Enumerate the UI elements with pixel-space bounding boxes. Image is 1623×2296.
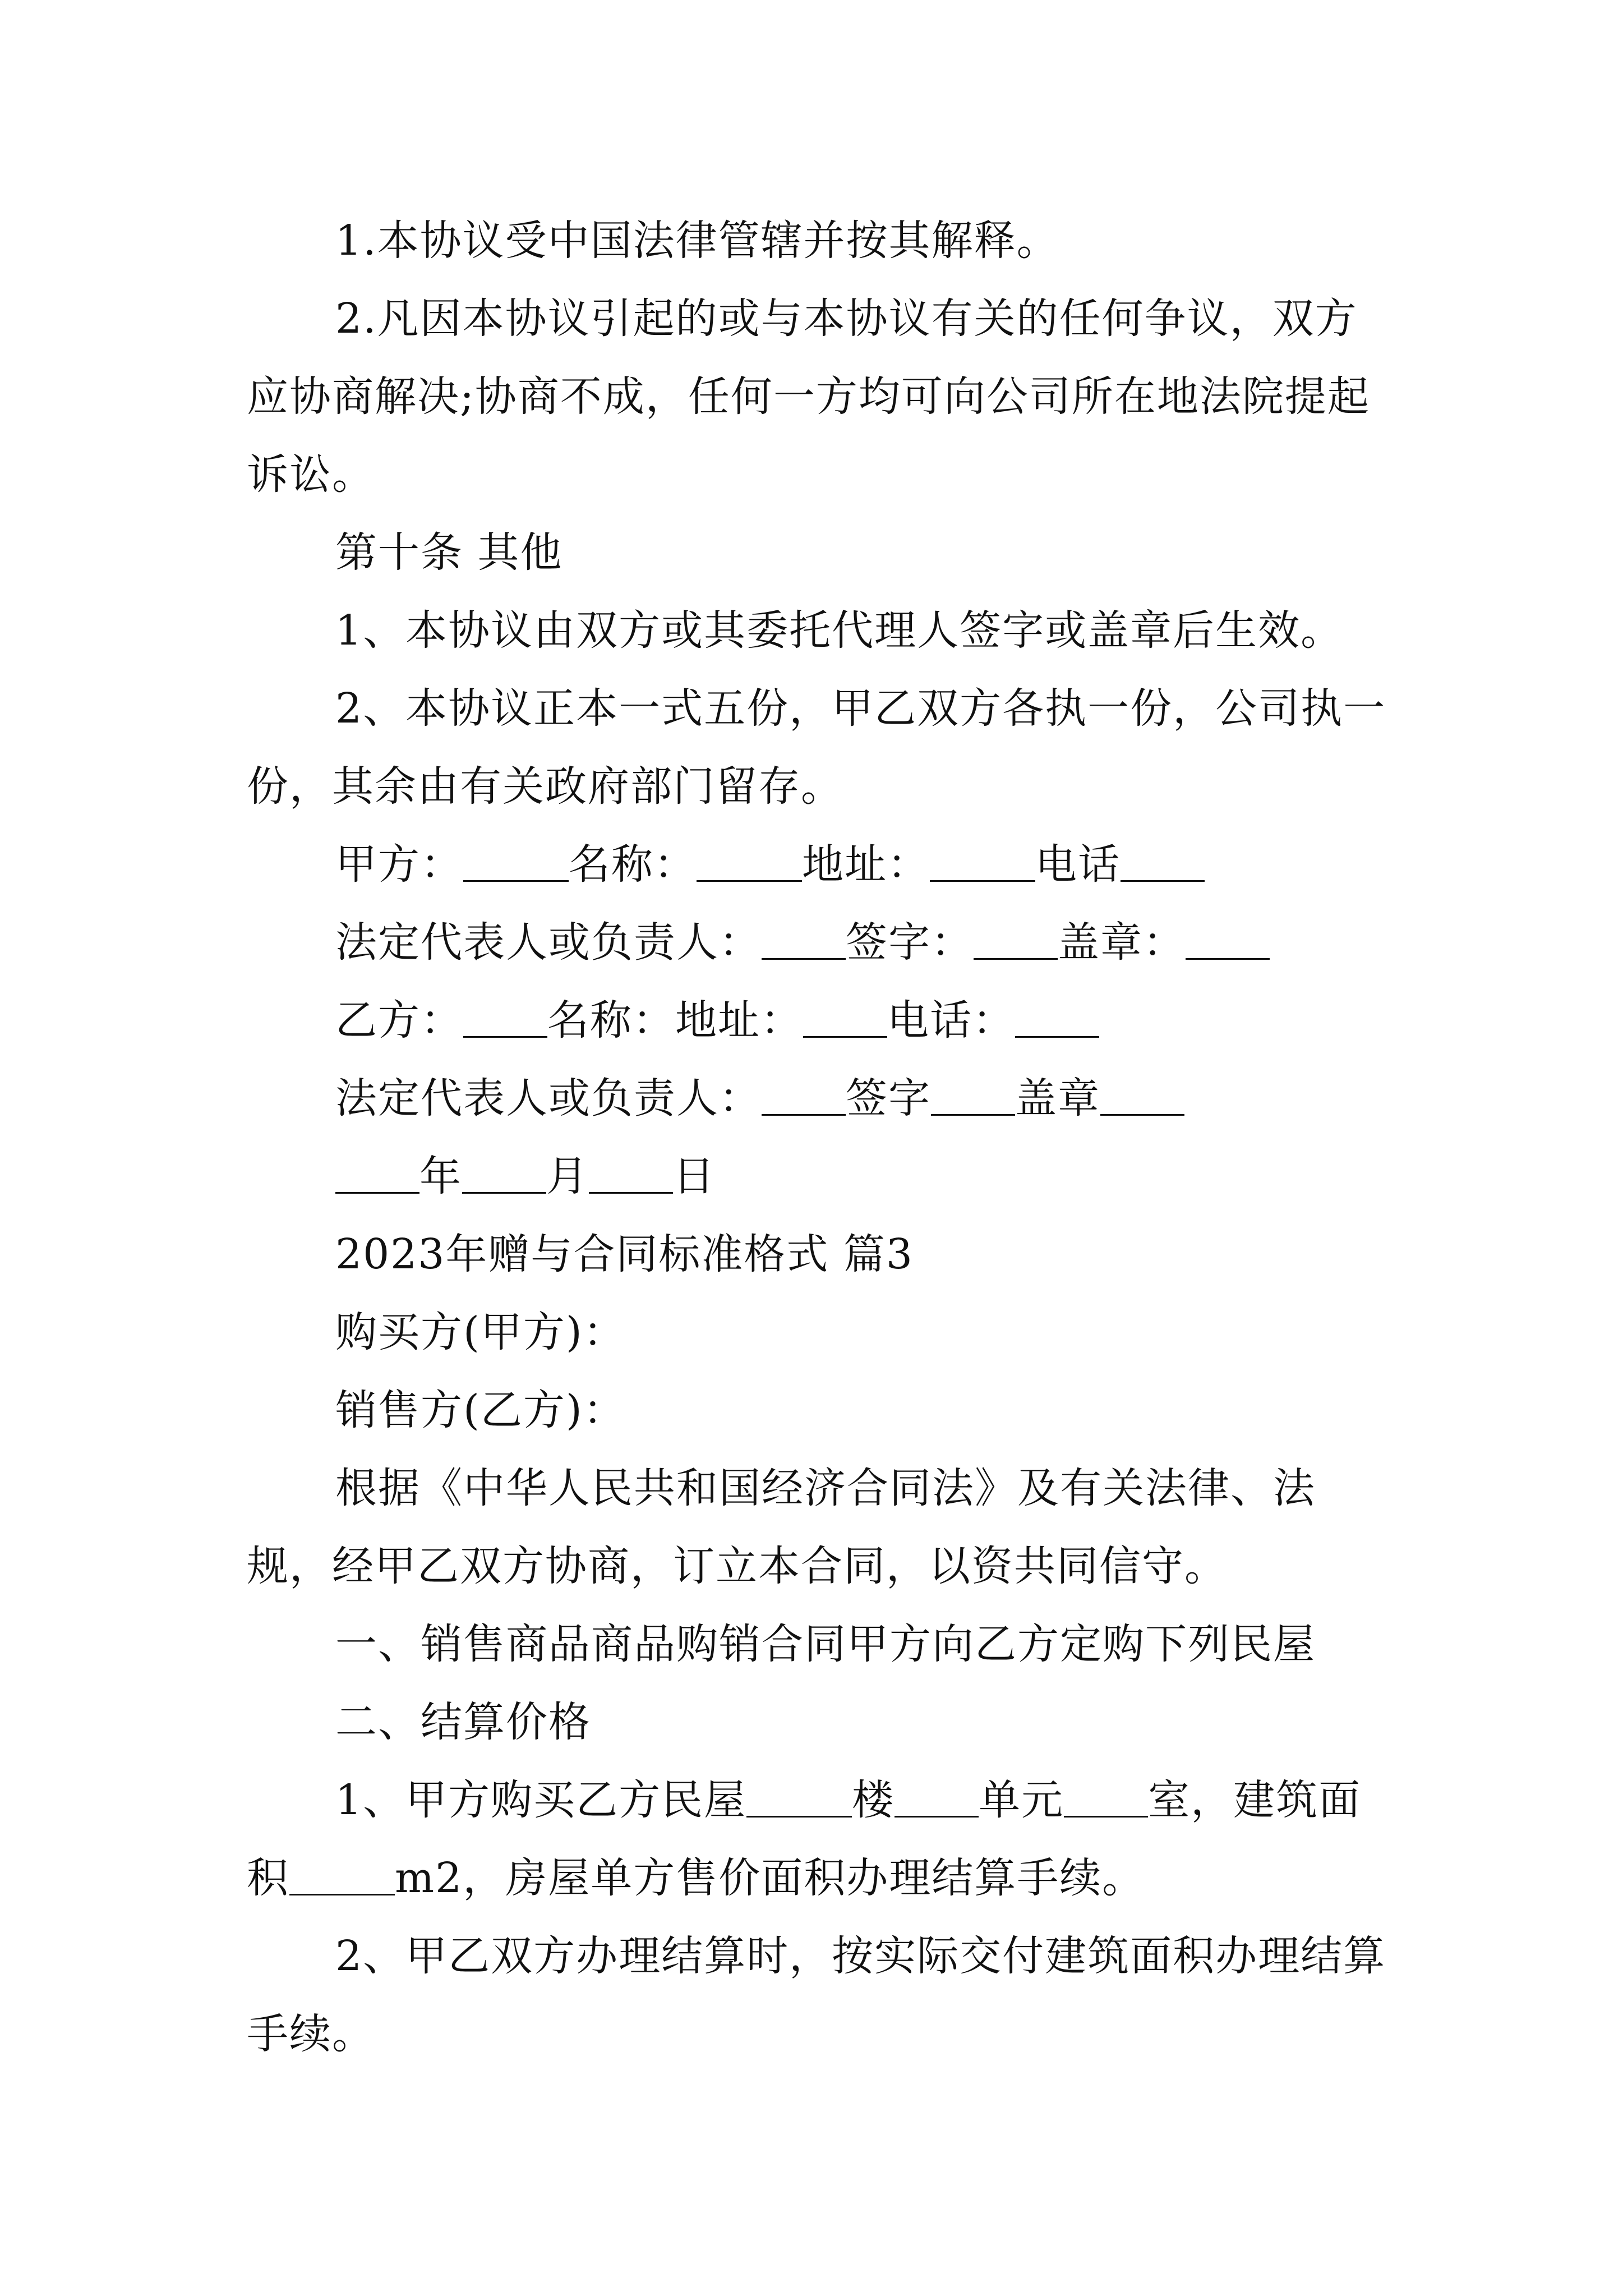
date-line [247, 1138, 1391, 1216]
price-clause-2: 2、甲乙双方办理结算时，按实际交付建筑面积办理结算手续。 [247, 1932, 1386, 2058]
party-a-sign-blank [974, 924, 1058, 960]
price-clause-1-text-b: 楼 [852, 1776, 895, 1824]
party-b-rep-label: 法定代表人或负责人： [335, 1074, 762, 1122]
party-a-blank [463, 846, 569, 882]
party-a-rep-label: 法定代表人或负责人： [335, 918, 762, 967]
party-b-seal-label: 盖章 [1015, 1074, 1100, 1122]
party-a-seal-label: 盖章： [1058, 918, 1186, 967]
day-blank [589, 1158, 673, 1194]
seller-line: 销售方(乙方)： [335, 1386, 626, 1434]
party-b-name-label: 名称： [547, 996, 675, 1045]
clause-10-2: 2、本协议正本一式五份，甲乙双方各执一份，公司执一份，其余由有关政府部门留存。 [247, 684, 1386, 811]
party-a-name-blank [697, 846, 802, 882]
party-b-address-label: 地址： [675, 996, 803, 1045]
party-a-address-blank [930, 846, 1035, 882]
item-1-line: 一、销售商品商品购销合同甲方向乙方定购下列民屋 [335, 1620, 1316, 1668]
price-clause-1-text-f: m2，房屋单方售价面积办理结算手续。 [395, 1854, 1145, 1902]
price-clause-1-text-e: 积 [247, 1854, 289, 1902]
party-b-sign-label: 签字 [846, 1074, 931, 1122]
year-blank [335, 1158, 419, 1194]
month-label: 月 [546, 1152, 589, 1200]
building-blank [746, 1782, 852, 1818]
day-label: 日 [673, 1152, 716, 1200]
article-10-heading: 第十条 其他 [335, 528, 563, 577]
price-clause-1-text-a: 1、甲方购买乙方民屋 [335, 1776, 747, 1824]
buyer-line: 购买方(甲方)： [335, 1308, 626, 1356]
party-b-address-blank [803, 1002, 887, 1038]
price-clause-1-text-c: 单元 [979, 1776, 1064, 1824]
party-b-sign-blank [931, 1080, 1015, 1116]
party-a-line [247, 826, 1391, 904]
party-a-rep-blank [762, 924, 846, 960]
price-clause-1-text-d: 室，建筑面 [1148, 1776, 1362, 1824]
party-a-rep-line [247, 904, 1391, 982]
clause-dispute-resolution: 2.凡因本协议引起的或与本协议有关的任何争议，双方应协商解决;协商不成，任何一方均可向公司所在地法院提起诉讼。 [247, 295, 1370, 499]
section-title: 2023年赠与合同标准格式 篇3 [335, 1230, 914, 1278]
party-b-line [247, 982, 1391, 1060]
party-a-address-label: 地址： [802, 840, 930, 889]
party-b-blank [463, 1002, 547, 1038]
area-blank [289, 1860, 395, 1895]
party-b-phone-blank [1015, 1002, 1099, 1038]
month-blank [462, 1158, 546, 1194]
party-a-phone-blank [1121, 846, 1205, 882]
party-b-rep-blank [762, 1080, 846, 1116]
price-clause-1-line-2 [247, 1839, 1391, 1917]
clause-10-1: 1、本协议由双方或其委托代理人签字或盖章后生效。 [335, 606, 1344, 655]
party-b-phone-label: 电话： [887, 996, 1015, 1045]
document-body [247, 202, 1391, 2073]
party-a-seal-blank [1186, 924, 1270, 960]
unit-blank [895, 1782, 979, 1818]
party-a-sign-label: 签字： [846, 918, 974, 967]
party-b-rep-line [247, 1060, 1391, 1138]
party-a-name-label: 名称： [569, 840, 697, 889]
room-blank [1064, 1782, 1148, 1818]
preamble-paragraph: 根据《中华人民共和国经济合同法》及有关法律、法规，经甲乙双方协商，订立本合同，以资共同信守。 [247, 1464, 1316, 1590]
clause-governing-law: 1.本协议受中国法律管辖并按其解释。 [335, 217, 1059, 265]
item-2-heading: 二、结算价格 [335, 1698, 591, 1746]
party-a-label: 甲方： [335, 840, 463, 889]
party-b-seal-blank [1100, 1080, 1184, 1116]
year-label: 年 [419, 1152, 462, 1200]
price-clause-1-line-1 [247, 1761, 1391, 1839]
party-a-phone-label: 电话 [1035, 840, 1121, 889]
party-b-label: 乙方： [335, 996, 463, 1045]
